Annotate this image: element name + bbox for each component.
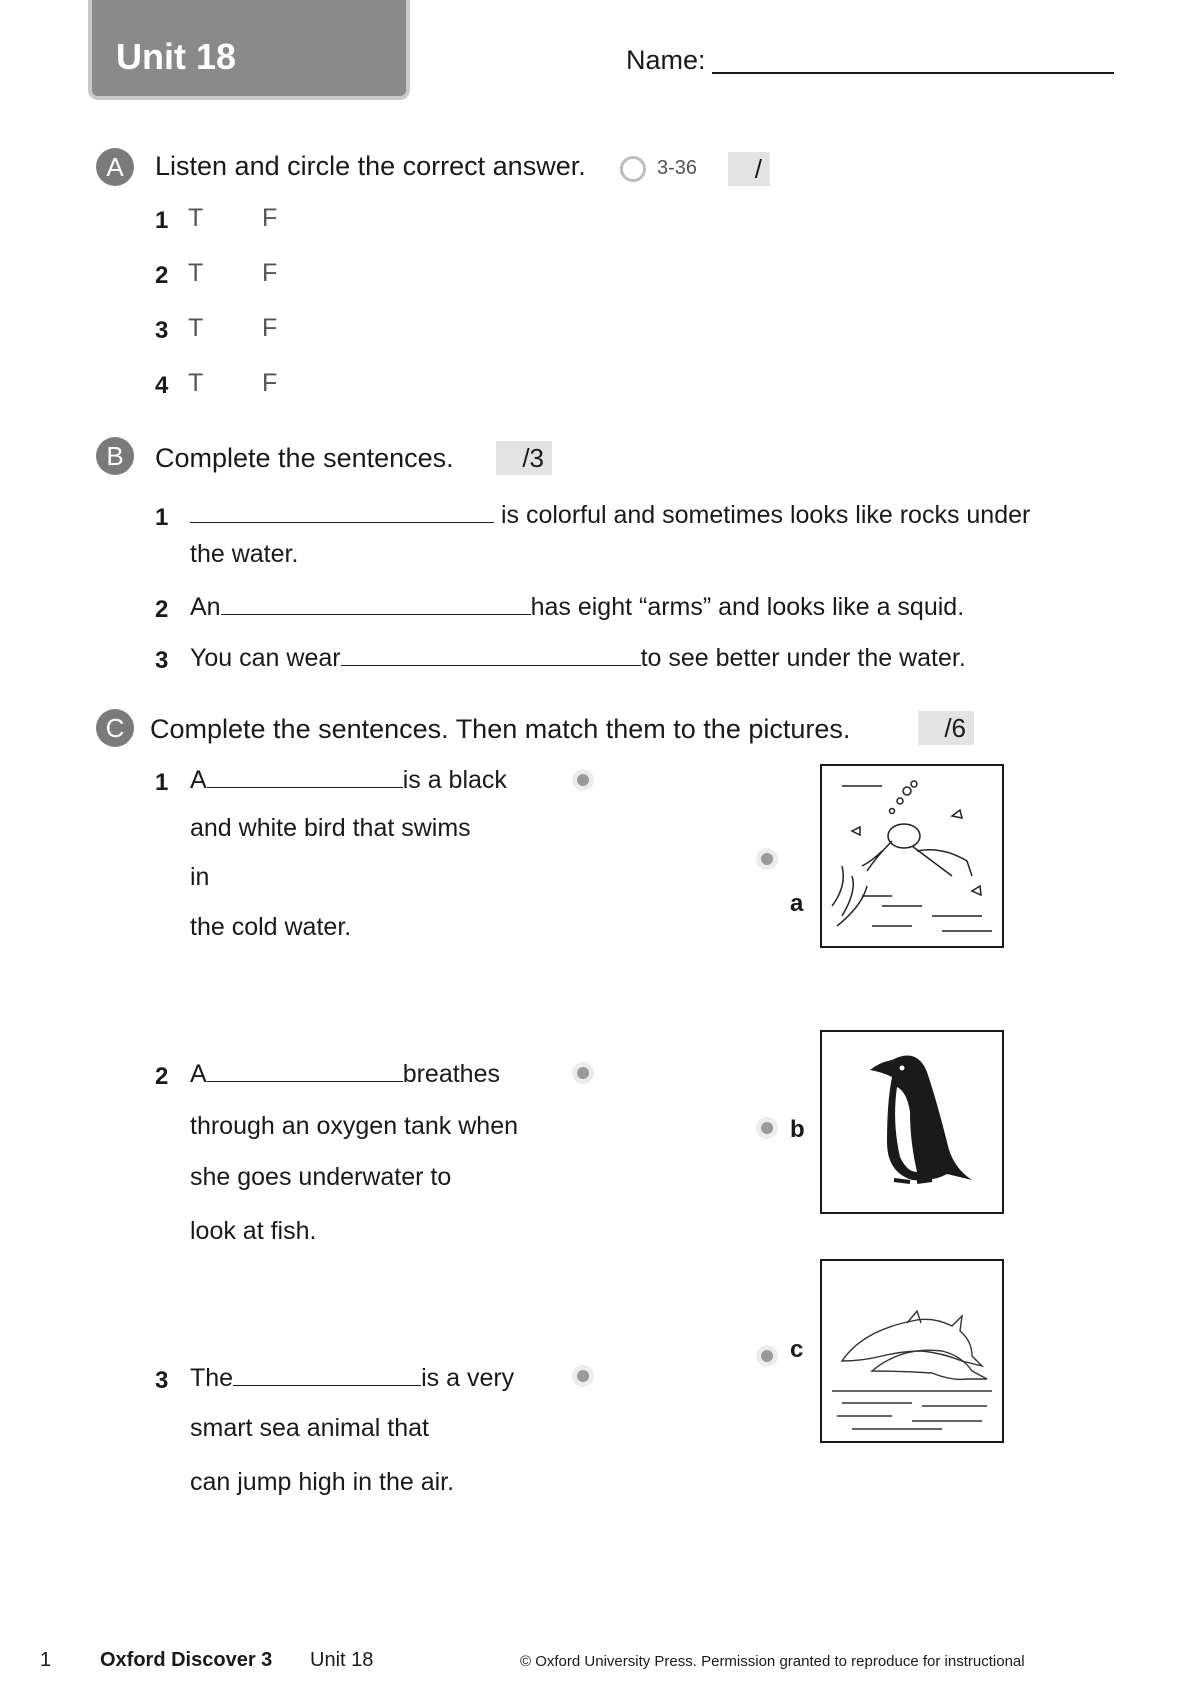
- book-title: Oxford Discover 3: [100, 1649, 273, 1671]
- match-sentence-2: [190, 1059, 500, 1089]
- audio-track-number: 3-36: [657, 157, 698, 179]
- sentence-2: [190, 592, 964, 622]
- picture-letter-c: c: [790, 1336, 804, 1363]
- sentence-1: [190, 500, 1030, 530]
- false-option[interactable]: F: [262, 369, 278, 397]
- item-number: 3: [155, 317, 169, 344]
- section-a-instruction: Listen and circle the correct answer.: [155, 151, 586, 181]
- item-number: 1: [155, 207, 169, 234]
- true-option[interactable]: T: [188, 314, 204, 342]
- page-number: 1: [40, 1649, 52, 1671]
- diver-picture: [820, 764, 1004, 948]
- dolphin-icon: [822, 1261, 1002, 1441]
- sentence-text: is a black: [402, 766, 507, 794]
- false-option[interactable]: F: [262, 314, 278, 342]
- item-number: 2: [155, 596, 169, 623]
- sentence-text: she goes underwater to: [190, 1163, 452, 1191]
- answer-blank[interactable]: [341, 643, 641, 666]
- false-option[interactable]: F: [262, 259, 278, 287]
- sentence-text: The: [190, 1364, 234, 1392]
- sentence-text: and white bird that swims: [190, 814, 471, 842]
- match-dot-picture-c[interactable]: [761, 1350, 773, 1362]
- match-dot-picture-b[interactable]: [761, 1122, 773, 1134]
- penguin-picture: [820, 1030, 1004, 1214]
- true-option[interactable]: T: [188, 369, 204, 397]
- match-dot-sentence-1[interactable]: [577, 774, 589, 786]
- false-option[interactable]: F: [262, 204, 278, 232]
- sentence-text: A: [190, 766, 207, 794]
- item-number: 2: [155, 1063, 169, 1090]
- item-number: 2: [155, 262, 169, 289]
- penguin-icon: [822, 1032, 1002, 1212]
- section-a-score: /: [728, 152, 770, 186]
- audio-icon[interactable]: [620, 156, 646, 182]
- answer-blank[interactable]: [207, 1059, 403, 1082]
- answer-blank[interactable]: [233, 1363, 421, 1386]
- sentence-text: breathes: [402, 1060, 500, 1088]
- footer-unit: Unit 18: [310, 1649, 374, 1671]
- answer-blank[interactable]: [207, 765, 403, 788]
- section-c-score: /6: [918, 711, 974, 745]
- dolphin-picture: [820, 1259, 1004, 1443]
- section-c-badge: C: [96, 709, 134, 747]
- sentence-text: is colorful and sometimes looks like rocks under: [500, 501, 1031, 529]
- match-sentence-1: [190, 765, 507, 795]
- item-number: 3: [155, 1367, 169, 1394]
- unit-title: Unit 18: [116, 36, 237, 77]
- sentence-text: An: [190, 593, 221, 621]
- sentence-text: in: [190, 863, 210, 891]
- sentence-text: You can wear: [190, 644, 341, 672]
- true-option[interactable]: T: [188, 204, 204, 232]
- match-sentence-3: [190, 1363, 514, 1393]
- sentence-text: A: [190, 1060, 207, 1088]
- section-b-badge: B: [96, 437, 134, 475]
- answer-blank[interactable]: [190, 500, 494, 523]
- section-c-instruction: Complete the sentences. Then match them to the pictures.: [150, 714, 851, 744]
- sentence-text: the cold water.: [190, 913, 352, 941]
- sentence-text: look at fish.: [190, 1217, 317, 1245]
- item-number: 1: [155, 504, 169, 531]
- answer-blank[interactable]: [221, 592, 531, 615]
- sentence-text: is a very: [421, 1364, 515, 1392]
- picture-letter-b: b: [790, 1116, 805, 1143]
- match-dot-sentence-3[interactable]: [577, 1370, 589, 1382]
- section-b-instruction: Complete the sentences.: [155, 443, 454, 473]
- sentence-text: smart sea animal that: [190, 1414, 429, 1442]
- item-number: 3: [155, 647, 169, 674]
- name-label: Name:: [626, 45, 706, 75]
- name-field[interactable]: [712, 72, 1114, 74]
- match-dot-sentence-2[interactable]: [577, 1067, 589, 1079]
- sentence-text: to see better under the water.: [640, 644, 966, 672]
- sentence-text: through an oxygen tank when: [190, 1112, 519, 1140]
- item-number: 1: [155, 769, 169, 796]
- true-option[interactable]: T: [188, 259, 204, 287]
- sentence-text: has eight “arms” and looks like a squid.: [530, 593, 965, 621]
- match-dot-picture-a[interactable]: [761, 853, 773, 865]
- picture-letter-a: a: [790, 890, 804, 917]
- sentence-1-continuation: the water.: [190, 540, 299, 568]
- item-number: 4: [155, 372, 169, 399]
- diver-icon: [822, 766, 1002, 946]
- copyright-notice: © Oxford University Press. Permission granted to reproduce for instructional: [520, 1653, 1025, 1670]
- sentence-3: [190, 643, 966, 673]
- section-a-badge: A: [96, 148, 134, 186]
- sentence-text: can jump high in the air.: [190, 1468, 455, 1496]
- section-b-score: /3: [496, 441, 552, 475]
